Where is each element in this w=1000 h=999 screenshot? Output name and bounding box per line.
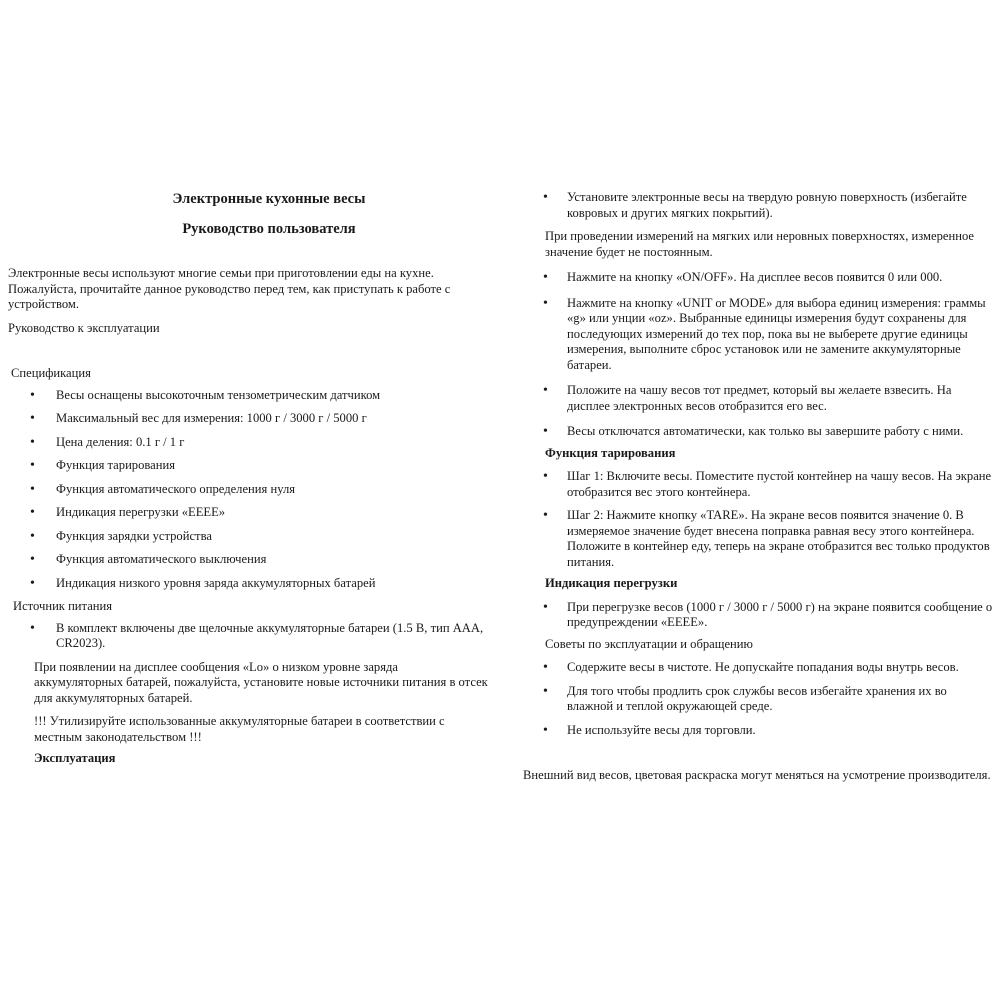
list-item: • Индикация перегрузки «EEEE» — [8, 505, 490, 521]
soft-surface-paragraph: При проведении измерений на мягких или неровных поверхностях, измеренное значение будет не постоянным. — [545, 229, 975, 259]
list-item: • Функция автоматического определения нуля — [8, 482, 490, 498]
list-item: • Нажмите на кнопку «ON/OFF». На дисплее весов появится 0 или 000. — [525, 270, 995, 286]
footer-note: Внешний вид весов, цветовая раскраска могут меняться на усмотрение производителя. — [523, 768, 991, 782]
operation-list — [525, 190, 995, 221]
tare-heading: Функция тарирования — [545, 445, 676, 460]
tips-list — [525, 660, 995, 738]
document-title: Электронные кухонные весы — [172, 191, 366, 207]
list-item: • Не используйте весы для торговли. — [525, 723, 995, 739]
right-column — [525, 190, 995, 784]
list-item: • Индикация низкого уровня заряда аккумуляторных батарей — [8, 576, 490, 592]
list-item: • Максимальный вес для измерения: 1000 г / 3000 г / 5000 г — [8, 411, 490, 427]
list-item: • Весы отключатся автоматически, как только вы завершите работу с ними. — [525, 424, 995, 440]
power-heading: Источник питания — [13, 599, 113, 613]
list-item: • Для того чтобы продлить срок службы весов избегайте хранения их во влажной и теплой окружающей среде. — [525, 684, 995, 715]
list-item: • При перегрузке весов (1000 г / 3000 г / 5000 г) на экране появится сообщение о предупреждении «EEEE». — [525, 600, 995, 631]
operation-list-2 — [525, 270, 995, 440]
list-item: • Цена деления: 0.1 г / 1 г — [8, 435, 490, 451]
overload-heading: Индикация перегрузки — [545, 576, 678, 590]
overload-list — [525, 600, 995, 631]
power-list — [8, 621, 490, 652]
list-item: • Содержите весы в чистоте. Не допускайте попадания воды внутрь весов. — [525, 660, 995, 676]
list-item: • Установите электронные весы на твердую ровную поверхность (избегайте ковровых и других мягких покрытий). — [525, 190, 995, 221]
list-item: • Функция зарядки устройства — [8, 529, 490, 545]
guide-heading: Руководство к эксплуатации — [8, 320, 160, 335]
list-item: • Весы оснащены высокоточным тензометрическим датчиком — [8, 388, 490, 404]
list-item: • Положите на чашу весов тот предмет, который вы желаете взвесить. На дисплее электронных весов отобразится его вес. — [525, 383, 995, 414]
spec-list — [8, 388, 490, 592]
spec-heading: Спецификация — [11, 366, 91, 380]
low-battery-paragraph: При появлении на дисплее сообщения «Lo» о низком уровне заряда аккумуляторных батарей, пожалуйста, установите новые источники питания в отсек для аккумуляторных батарей. — [34, 659, 488, 705]
tips-heading: Советы по эксплуатации и обращению — [545, 636, 753, 651]
left-column — [8, 188, 490, 767]
list-item: • В комплект включены две щелочные аккумуляторные батареи (1.5 В, тип AAA, CR2023). — [8, 621, 490, 652]
tare-list — [525, 469, 995, 570]
list-item: • Нажмите на кнопку «UNIT or MODE» для выбора единиц измерения: граммы «g» или унции «oz». Выбранные единицы измерения будут сохранены для последующих измерений до тех пор, пока вы не выберете другие единицы измерения, выполните сброс установок или не замените аккумуляторные батареи. — [525, 296, 995, 374]
list-item: • Функция автоматического выключения — [8, 552, 490, 568]
document-subtitle: Руководство пользователя — [182, 221, 356, 237]
list-item: • Шаг 2: Нажмите кнопку «TARE». На экране весов появится значение 0. В измеряемое значение будет внесена поправка равная весу этого контейнера. Положите в контейнер еду, теперь на экране отобразится вес только продуктов питания. — [525, 508, 995, 570]
operation-heading: Эксплуатация — [34, 751, 116, 765]
list-item: • Функция тарирования — [8, 458, 490, 474]
intro-paragraph: Электронные весы используют многие семьи при приготовлении еды на кухне. Пожалуйста, прочитайте данное руководство перед тем, как приступать к работе с устройством. — [8, 266, 451, 311]
dispose-paragraph: !!! Утилизируйте использованные аккумуляторные батареи в соответствии с местным законодательством !!! — [34, 714, 445, 744]
list-item: • Шаг 1: Включите весы. Поместите пустой контейнер на чашу весов. На экране отобразится вес этого контейнера. — [525, 469, 995, 500]
